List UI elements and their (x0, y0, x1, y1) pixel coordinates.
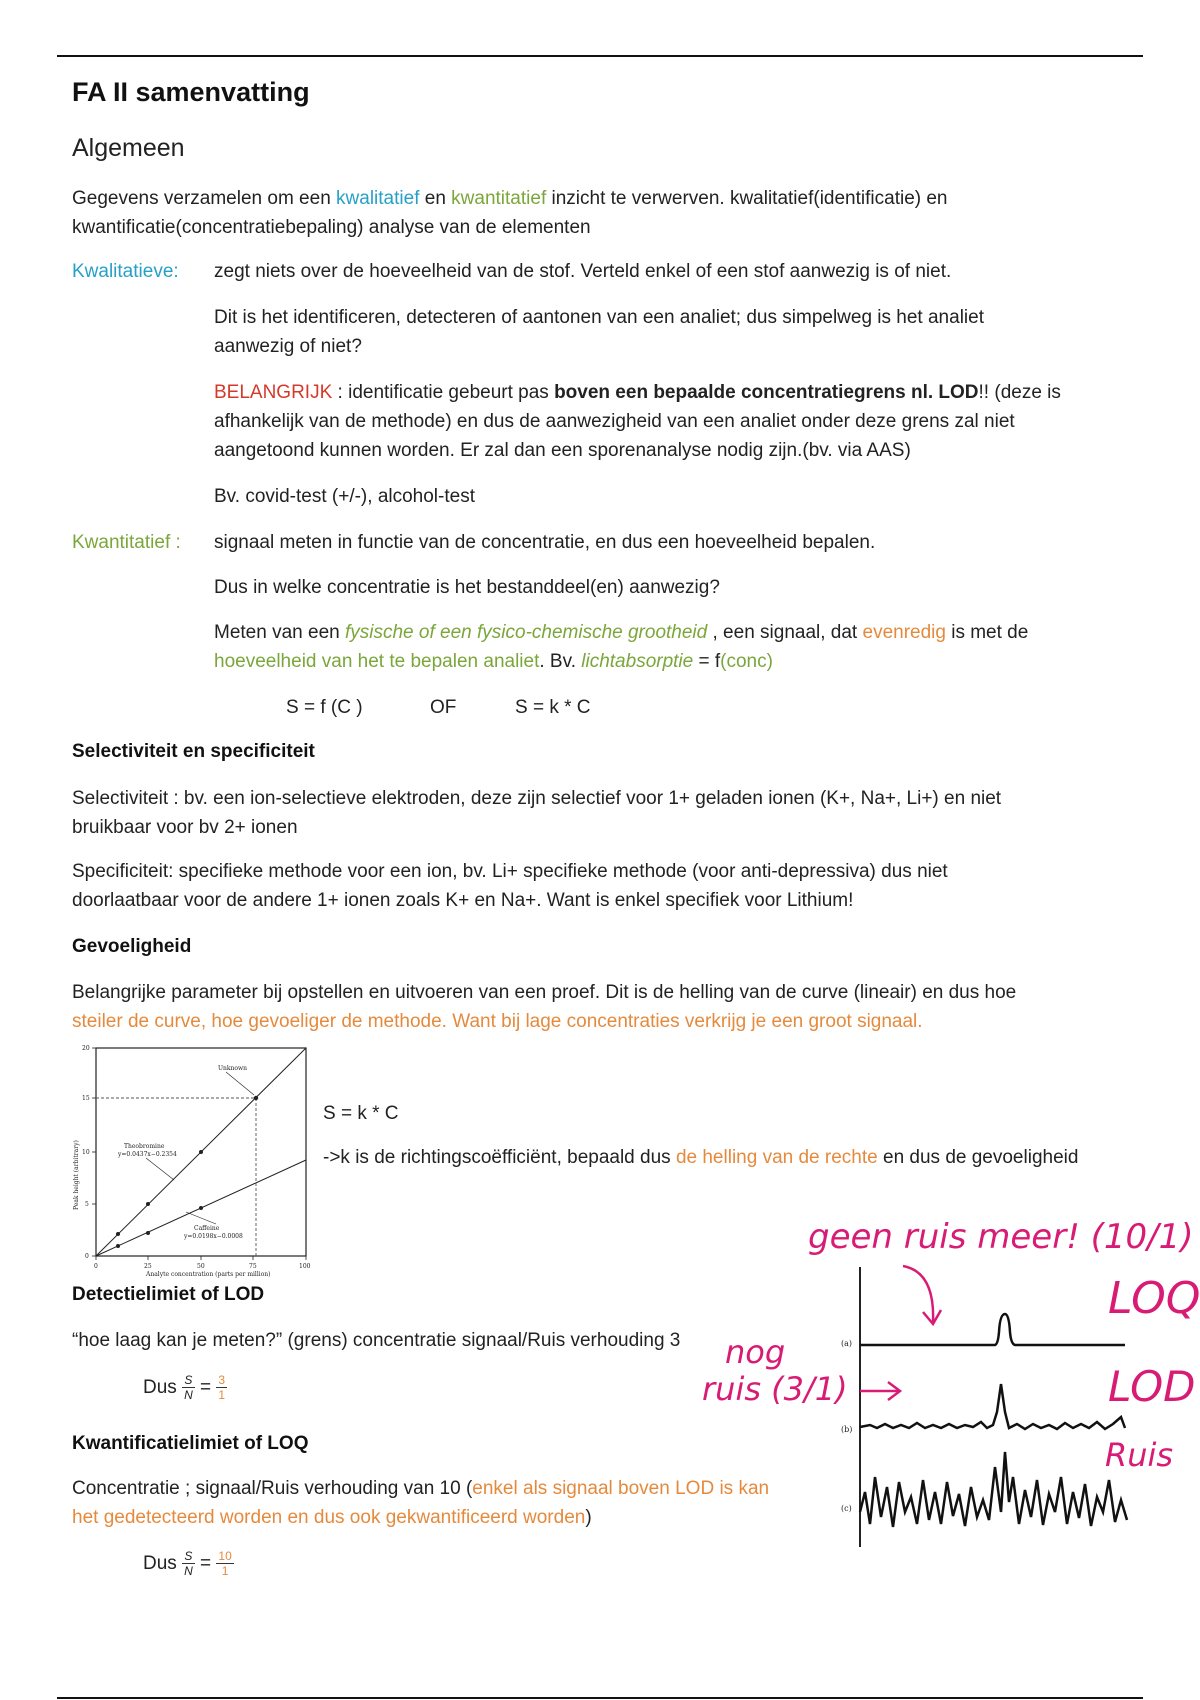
graph-ytick: 20 (82, 1045, 90, 1052)
calibration-graph (66, 1040, 316, 1280)
specificiteit-paragraph: Specificiteit: specifieke methode voor een ion, bv. Li+ specifieke methode (voor anti-depressiva) dus niet doorlaatbaar voor de andere 1+ ionen zoals K+ en Na+. Want is enkel specifiek voor Lithium! (72, 861, 948, 911)
graph-label-caffeine: Caffeine (194, 1225, 220, 1232)
trace-label-b: (b) (841, 1425, 853, 1434)
kwantitatief-measurement: Meten van een fysische of een fysico-chemische grootheid , een signaal, dat evenredig is met de hoeveelheid van het te bepalen analiet. Bv. lichtabsorptie = f(conc) (214, 622, 1029, 672)
loq-paragraph: Concentratie ; signaal/Ruis verhouding van 10 (enkel als signaal boven LOD is kan het gedetecteerd worden en dus ook gekwantificeerd worden) (72, 1478, 770, 1528)
kwantitatief-question: Dus in welke concentratie is het bestanddeel(en) aanwezig? (214, 577, 720, 598)
annotation-ruis: Ruis (1105, 1436, 1174, 1474)
graph-ytick: 0 (85, 1253, 89, 1260)
heading-loq: Kwantificatielimiet of LOQ (72, 1433, 309, 1454)
loq-formula: Dus $\frac{S}{N}$ = $\frac{10}{1}$ (143, 1549, 232, 1579)
lod-formula: Dus $\frac{S}{N}$ = $\frac{3}{1}$ (143, 1373, 226, 1403)
graph-eq-theobromine: y=0.0437x−0.2354 (118, 1151, 177, 1158)
heading-selectiviteit: Selectiviteit en specificiteit (72, 741, 315, 762)
page-title: FA II samenvatting (72, 77, 310, 107)
richtingscoefficient-text: ->k is de richtingscoëfficiënt, bepaald dus de helling van de rechte en dus de gevoeligheid (323, 1147, 1079, 1168)
graph-ytick: 10 (82, 1149, 90, 1156)
label-kwalitatieve: Kwalitatieve: (72, 261, 179, 282)
kwantitatief-definition: signaal meten in functie van de concentratie, en dus een hoeveelheid bepalen. (214, 532, 876, 553)
annotation-geen-ruis: geen ruis meer! (10/1) (808, 1217, 1194, 1257)
belangrijk-paragraph: BELANGRIJK : identificatie gebeurt pas boven een bepaalde concentratiegrens nl. LOD!! (deze is afhankelijk van de methode) en dus de aanwezigheid van een analiet onder deze grens zal niet aangetoond kunnen worden. Er zal dan een sporenanalyse nodig zijn.(bv. via AAS) (214, 382, 1061, 461)
graph-label-theobromine: Theobromine (124, 1143, 165, 1150)
graph-xtick: 75 (249, 1263, 257, 1270)
graph-xtick: 25 (144, 1263, 152, 1270)
heading-lod: Detectielimiet of LOD (72, 1284, 265, 1305)
graph-eq-caffeine: y=0.0198x−0.0008 (184, 1233, 243, 1240)
graph-ylabel: Peak height (arbitrary) (73, 1140, 80, 1210)
top-rule (57, 55, 1143, 57)
graph-ytick: 5 (85, 1201, 89, 1208)
gevoeligheid-formula: S = k * C (323, 1103, 399, 1124)
graph-xtick: 0 (94, 1263, 98, 1270)
kwalitatieve-definition: zegt niets over de hoeveelheid van de stof. Verteld enkel of een stof aanwezig is of niet. (214, 261, 952, 282)
signal-noise-figure (835, 1262, 1145, 1552)
annotation-loq: LOQ (1108, 1273, 1200, 1324)
annotation-nog: nog (725, 1333, 786, 1371)
gevoeligheid-paragraph: Belangrijke parameter bij opstellen en uitvoeren van een proef. Dit is de helling van de curve (lineair) en dus hoe steiler de curve, hoe gevoeliger de methode. Want bij lage concentraties verkrijg je een groot signaal. (72, 982, 1017, 1032)
graph-label-unknown: Unknown (218, 1065, 248, 1072)
graph-xlabel: Analyte concentration (parts per million) (146, 1271, 271, 1278)
trace-c (860, 1452, 1127, 1527)
graph-xtick: 100 (299, 1263, 311, 1270)
trace-label-c: (c) (841, 1504, 852, 1513)
graph-ytick: 15 (82, 1095, 90, 1102)
intro-paragraph: Gegevens verzamelen om een kwalitatief en kwantitatief inzicht te verwerven. kwalitatief(identificatie) en kwantificatie(concentratiebepaling) analyse van de elementen (72, 188, 948, 238)
arrow-geen-ruis-icon (895, 1262, 955, 1332)
annotation-ruis-3-1: ruis (3/1) (702, 1370, 848, 1408)
formula-s-k-c: S = k * C (515, 697, 591, 718)
kwalitatieve-example: Bv. covid-test (+/-), alcohol-test (214, 486, 475, 507)
bottom-rule (57, 1697, 1143, 1699)
selectiviteit-paragraph: Selectiviteit : bv. een ion-selectieve elektroden, deze zijn selectief voor 1+ geladen ionen (K+, Na+, Li+) en niet bruikbaar voor bv 2+ ionen (72, 788, 1002, 838)
lod-text: “hoe laag kan je meten?” (grens) concentratie signaal/Ruis verhouding 3 (72, 1330, 681, 1351)
trace-label-a: (a) (841, 1339, 853, 1348)
formula-s-f-c: S = f (C ) (286, 697, 363, 718)
graph-xtick: 50 (197, 1263, 205, 1270)
heading-gevoeligheid: Gevoeligheid (72, 936, 192, 957)
formula-or: OF (430, 697, 457, 718)
kwalitatieve-paragraph-2: Dit is het identificeren, detecteren of aantonen van een analiet; dus simpelweg is het analiet aanwezig of niet? (214, 307, 984, 357)
arrow-nog-ruis-icon (858, 1376, 908, 1406)
annotation-lod: LOD (1108, 1362, 1196, 1411)
label-kwantitatief: Kwantitatief : (72, 532, 181, 553)
section-heading-algemeen: Algemeen (72, 134, 185, 162)
